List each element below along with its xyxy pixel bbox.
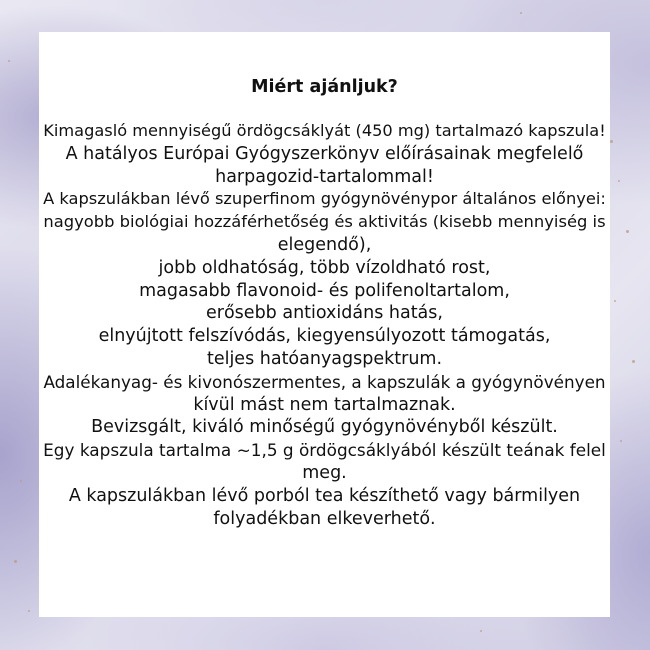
sparkle-decoration [626, 230, 629, 233]
body-line: jobb oldhatóság, több vízoldható rost, [158, 257, 491, 278]
body-line: A kapszulákban lévő szuperfinom gyógynövénypor általános előnyei: [43, 189, 606, 209]
sparkle-decoration [14, 560, 17, 563]
body-line: elegendő), [277, 234, 372, 255]
body-line: nagyobb biológiai hozzáférhetőség és aktivitás (kisebb mennyiség is [43, 212, 606, 232]
sparkle-decoration [28, 610, 30, 612]
body-line: Adalékanyag- és kivonószermentes, a kapszulák a gyógynövényen [43, 371, 606, 392]
body-line: magasabb flavonoid- és polifenoltartalom, [139, 280, 510, 301]
sparkle-decoration [620, 440, 622, 442]
sparkle-decoration [20, 480, 22, 482]
sparkle-decoration [618, 180, 620, 182]
body-line: Bevizsgált, kiváló minőségű gyógynövényből készült. [91, 417, 558, 438]
sparkle-decoration [8, 60, 10, 62]
body-line: A kapszulákban lévő porból tea készíthető vagy bármilyen [68, 485, 581, 506]
card-heading: Miért ajánljuk? [251, 77, 398, 97]
sparkle-decoration [614, 300, 616, 302]
body-line: meg. [302, 462, 347, 483]
body-line: folyadékban elkeverhető. [213, 508, 436, 529]
card-body [39, 120, 610, 530]
sparkle-decoration [520, 12, 522, 14]
body-line: Egy kapszula tartalma ~1,5 g ördögcsáklyából készült teának felel [43, 440, 606, 461]
body-line: kívül mást nem tartalmaznak. [193, 394, 456, 415]
body-line: erősebb antioxidáns hatás, [206, 303, 443, 324]
body-line: Kimagasló mennyiségű ördögcsáklyát (450 mg) tartalmazó kapszula! [43, 121, 606, 140]
body-line: A hatályos Európai Gyógyszerkönyv előírásainak megfelelő [65, 143, 584, 164]
body-line: harpagozid-tartalommal! [215, 166, 434, 187]
body-line: teljes hatóanyagspektrum. [206, 348, 443, 369]
body-line: elnyújtott felszívódás, kiegyensúlyozott támogatás, [98, 326, 551, 347]
sparkle-decoration [632, 360, 635, 363]
sparkle-decoration [610, 140, 613, 143]
content-card [39, 32, 610, 617]
sparkle-decoration [480, 630, 482, 632]
